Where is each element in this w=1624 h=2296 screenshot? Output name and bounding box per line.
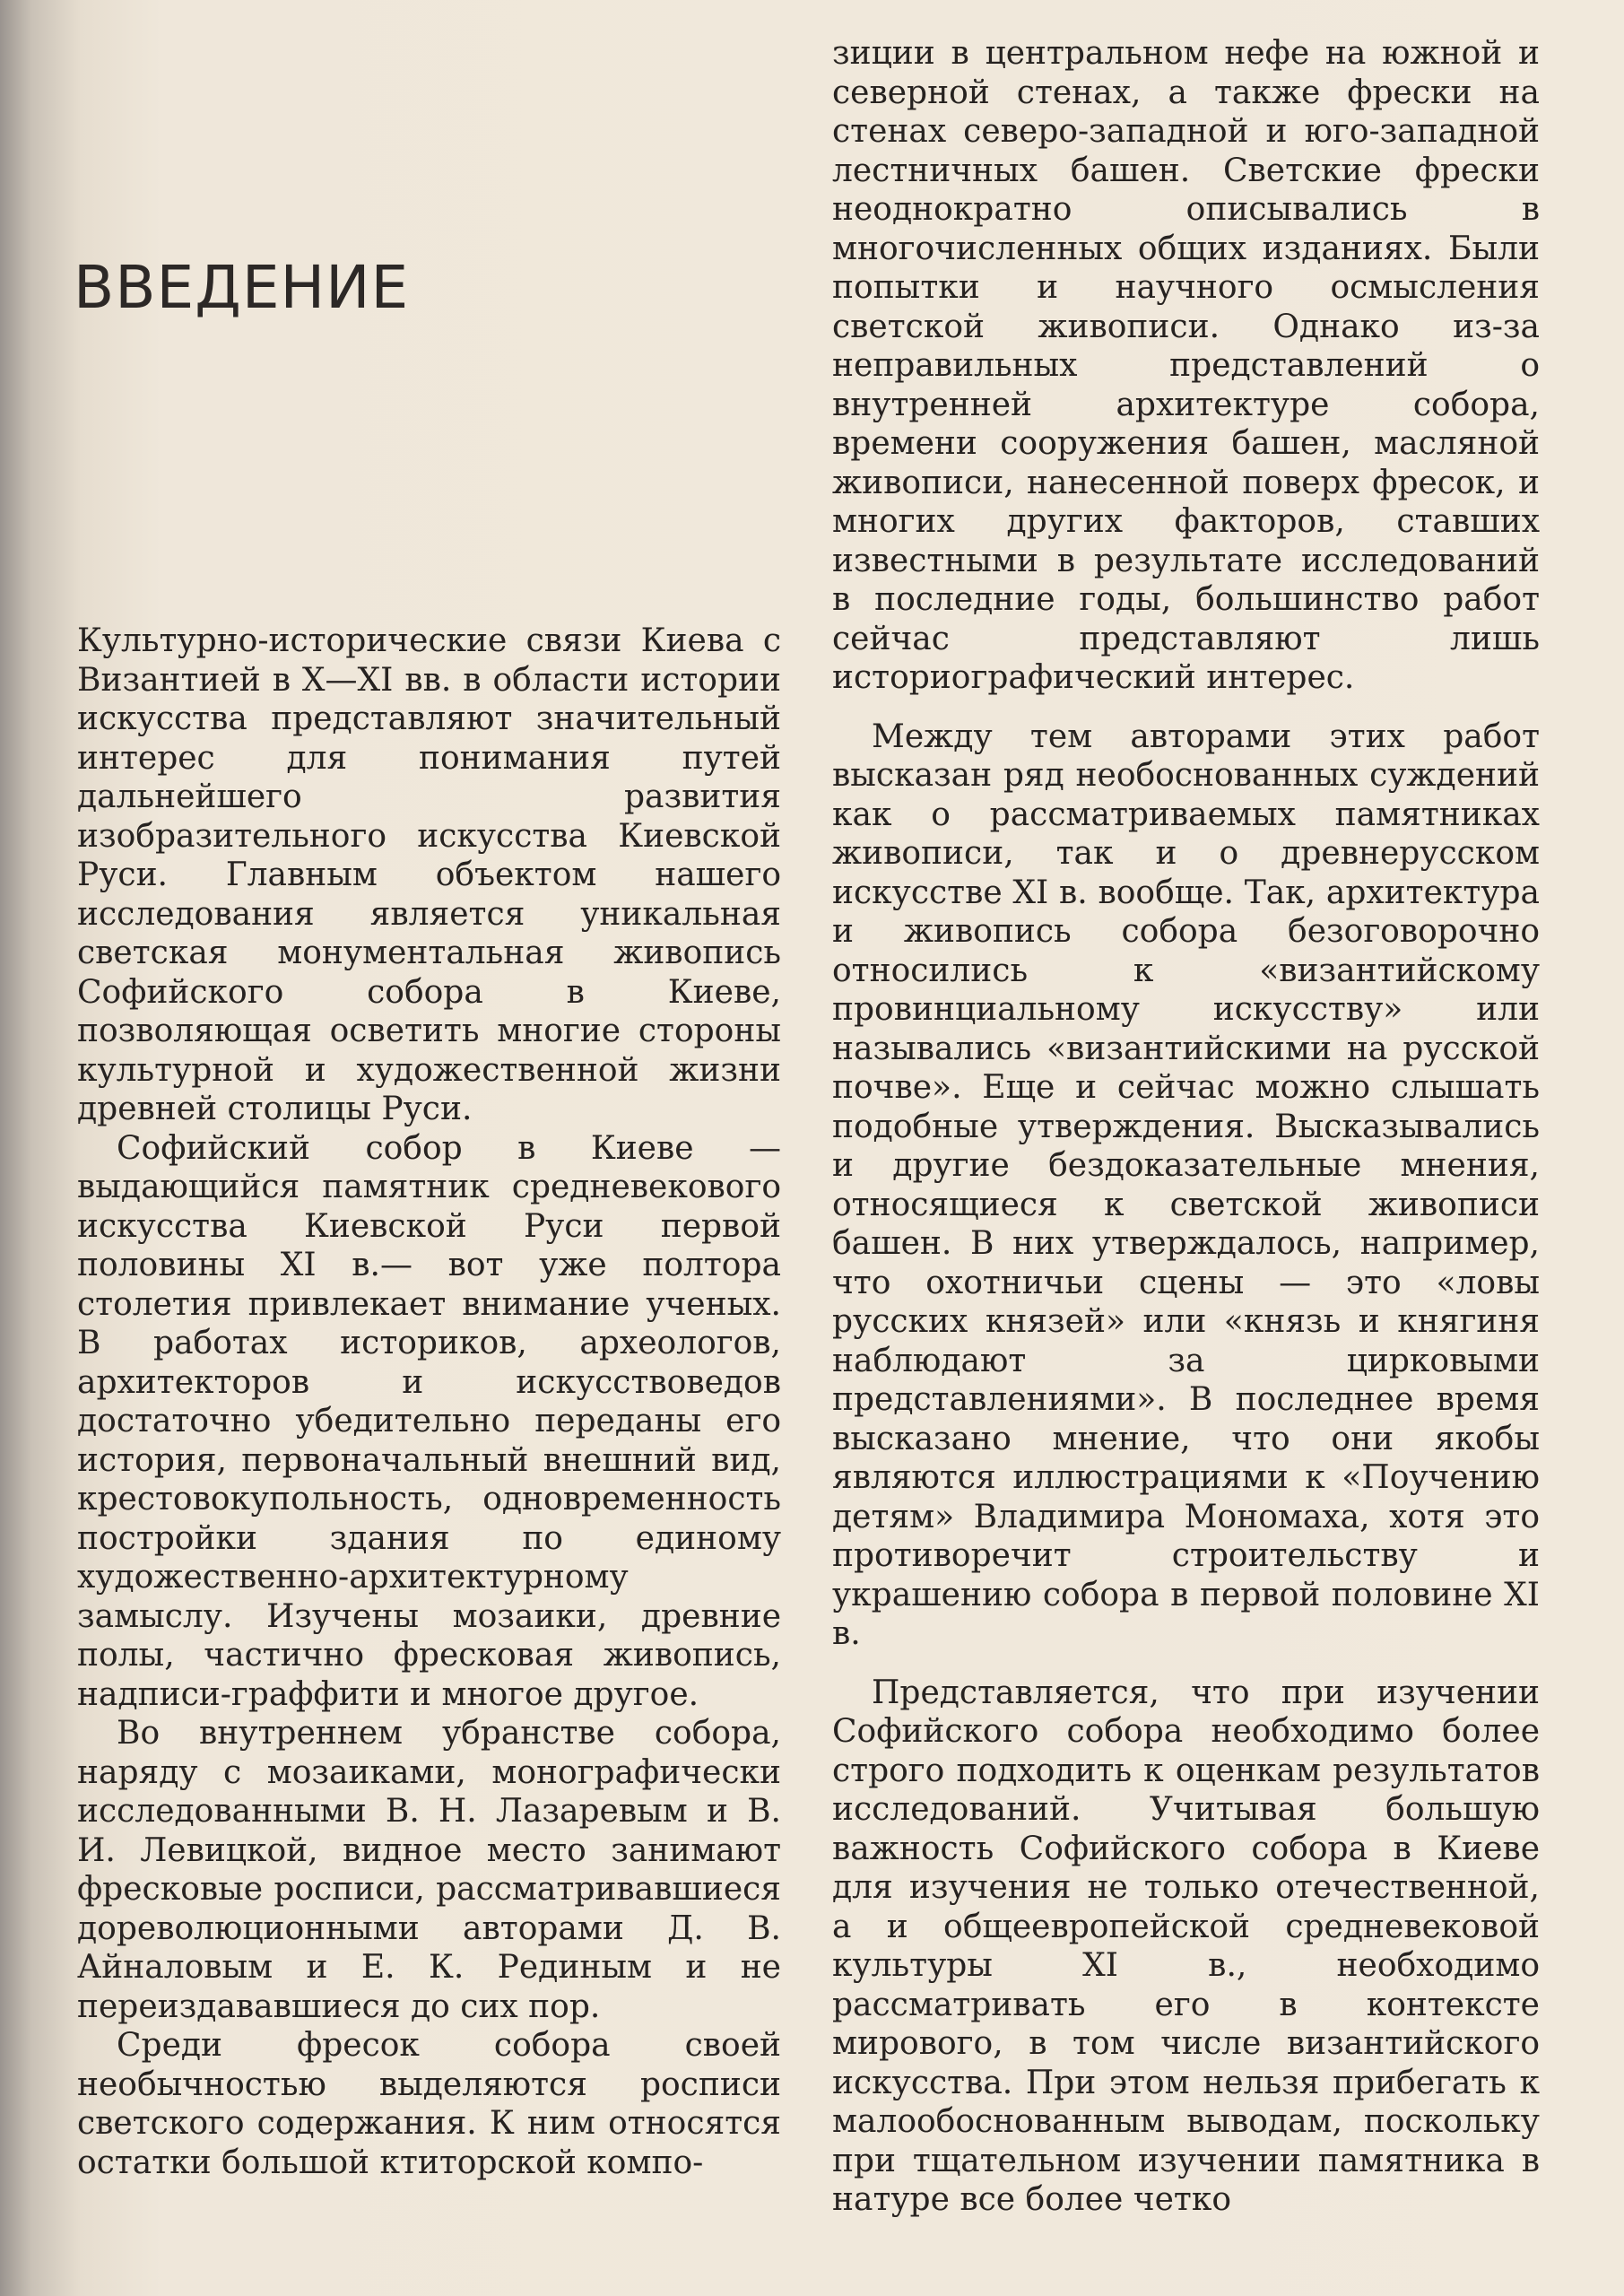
paragraph: Представляется, что при изучении Софийского собора необходимо более строго подходить к оценкам результатов исследований. Учитывая большую важность Софийского собора в Киеве для изучения не только отечественной, а и общеевропейской средневековой культуры XI в., необходимо рассматривать его в контексте мирового, в том числе византийского искусства. При этом нельзя прибегать к малообоснованным выводам, поскольку при тщательном изучении памятника в натуре все более четко — [832, 1674, 1540, 2218]
paragraph: Среди фресок собора своей необычностью выделяются росписи светского содержания. К ним относятся остатки большой ктиторской компо- — [77, 2027, 781, 2181]
paragraph: Софийский собор в Киеве — выдающийся памятник средневекового искусства Киевской Руси первой половины XI в.— вот уже полтора столетия привлекает внимание ученых. В работах историков, археологов, архитекторов и искусствоведов достаточно убедительно переданы его история, первоначальный внешний вид, крестовокупольность, одновременность постройки здания по единому художественно-архитектурному замыслу. Изучены мозаики, древние полы, частично фресковая живопись, надписи-граффити и многое другое. — [77, 1129, 781, 1713]
paragraph: Культурно-исторические связи Киева с Византией в X—XI вв. в области истории искусства представляют значительный интерес для понимания путей дальнейшего развития изобразительного искусства Киевской Руси. Главным объектом нашего исследования является уникальная светская монументальная живопись Софийского собора в Киеве, позволяющая осветить многие стороны культурной и художественной жизни древней столицы Руси. — [77, 622, 781, 1127]
paragraph: Между тем авторами этих работ высказан ряд необоснованных суждений как о рассматриваемых памятниках живописи, так и о древнерусском искусстве XI в. вообще. Так, архитектура и живопись собора безоговорочно относились к «византийскому провинциальному искусству» или назывались «византийскими на русской почве». Еще и сейчас можно слышать подобные утверждения. Высказывались и другие бездоказательные мнения, относящиеся к светской живописи башен. В них утверждалось, например, что охотничьи сцены — это «ловы русских князей» или «князь и княгиня наблюдают за цирковыми представлениями». В последнее время высказано мнение, что они якобы являются иллюстрациями к «Поучению детям» Владимира Мономаха, хотя это противоречит строительству и украшению собора в первой половине XI в. — [832, 718, 1540, 1652]
paragraph: Во внутреннем убранстве собора, наряду с мозаиками, монографически исследованными В. Н. Лазаревым и В. И. Левицкой, видное место занимают фресковые росписи, рассматривавшиеся дореволюционными авторами Д. В. Айналовым и Е. К. Рединым и не переиздававшиеся до сих пор. — [77, 1715, 781, 2025]
paragraph: зиции в центральном нефе на южной и северной стенах, а также фрески на стенах северо-западной и юго-западной лестничных башен. Светские фрески неоднократно описывались в многочисленных общих изданиях. Были попытки и научного осмысления светской живописи. Однако из-за неправильных представлений о внутренней архитектуре собора, времени сооружения башен, масляной живописи, нанесенной поверх фресок, и многих других факторов, ставших известными в результате исследований в последние годы, большинство работ сейчас представляют лишь историографический интерес. — [832, 35, 1540, 696]
left-text-column — [77, 622, 781, 2182]
right-text-column — [832, 34, 1540, 2220]
chapter-heading: ВВЕДЕНИЕ — [74, 253, 410, 322]
